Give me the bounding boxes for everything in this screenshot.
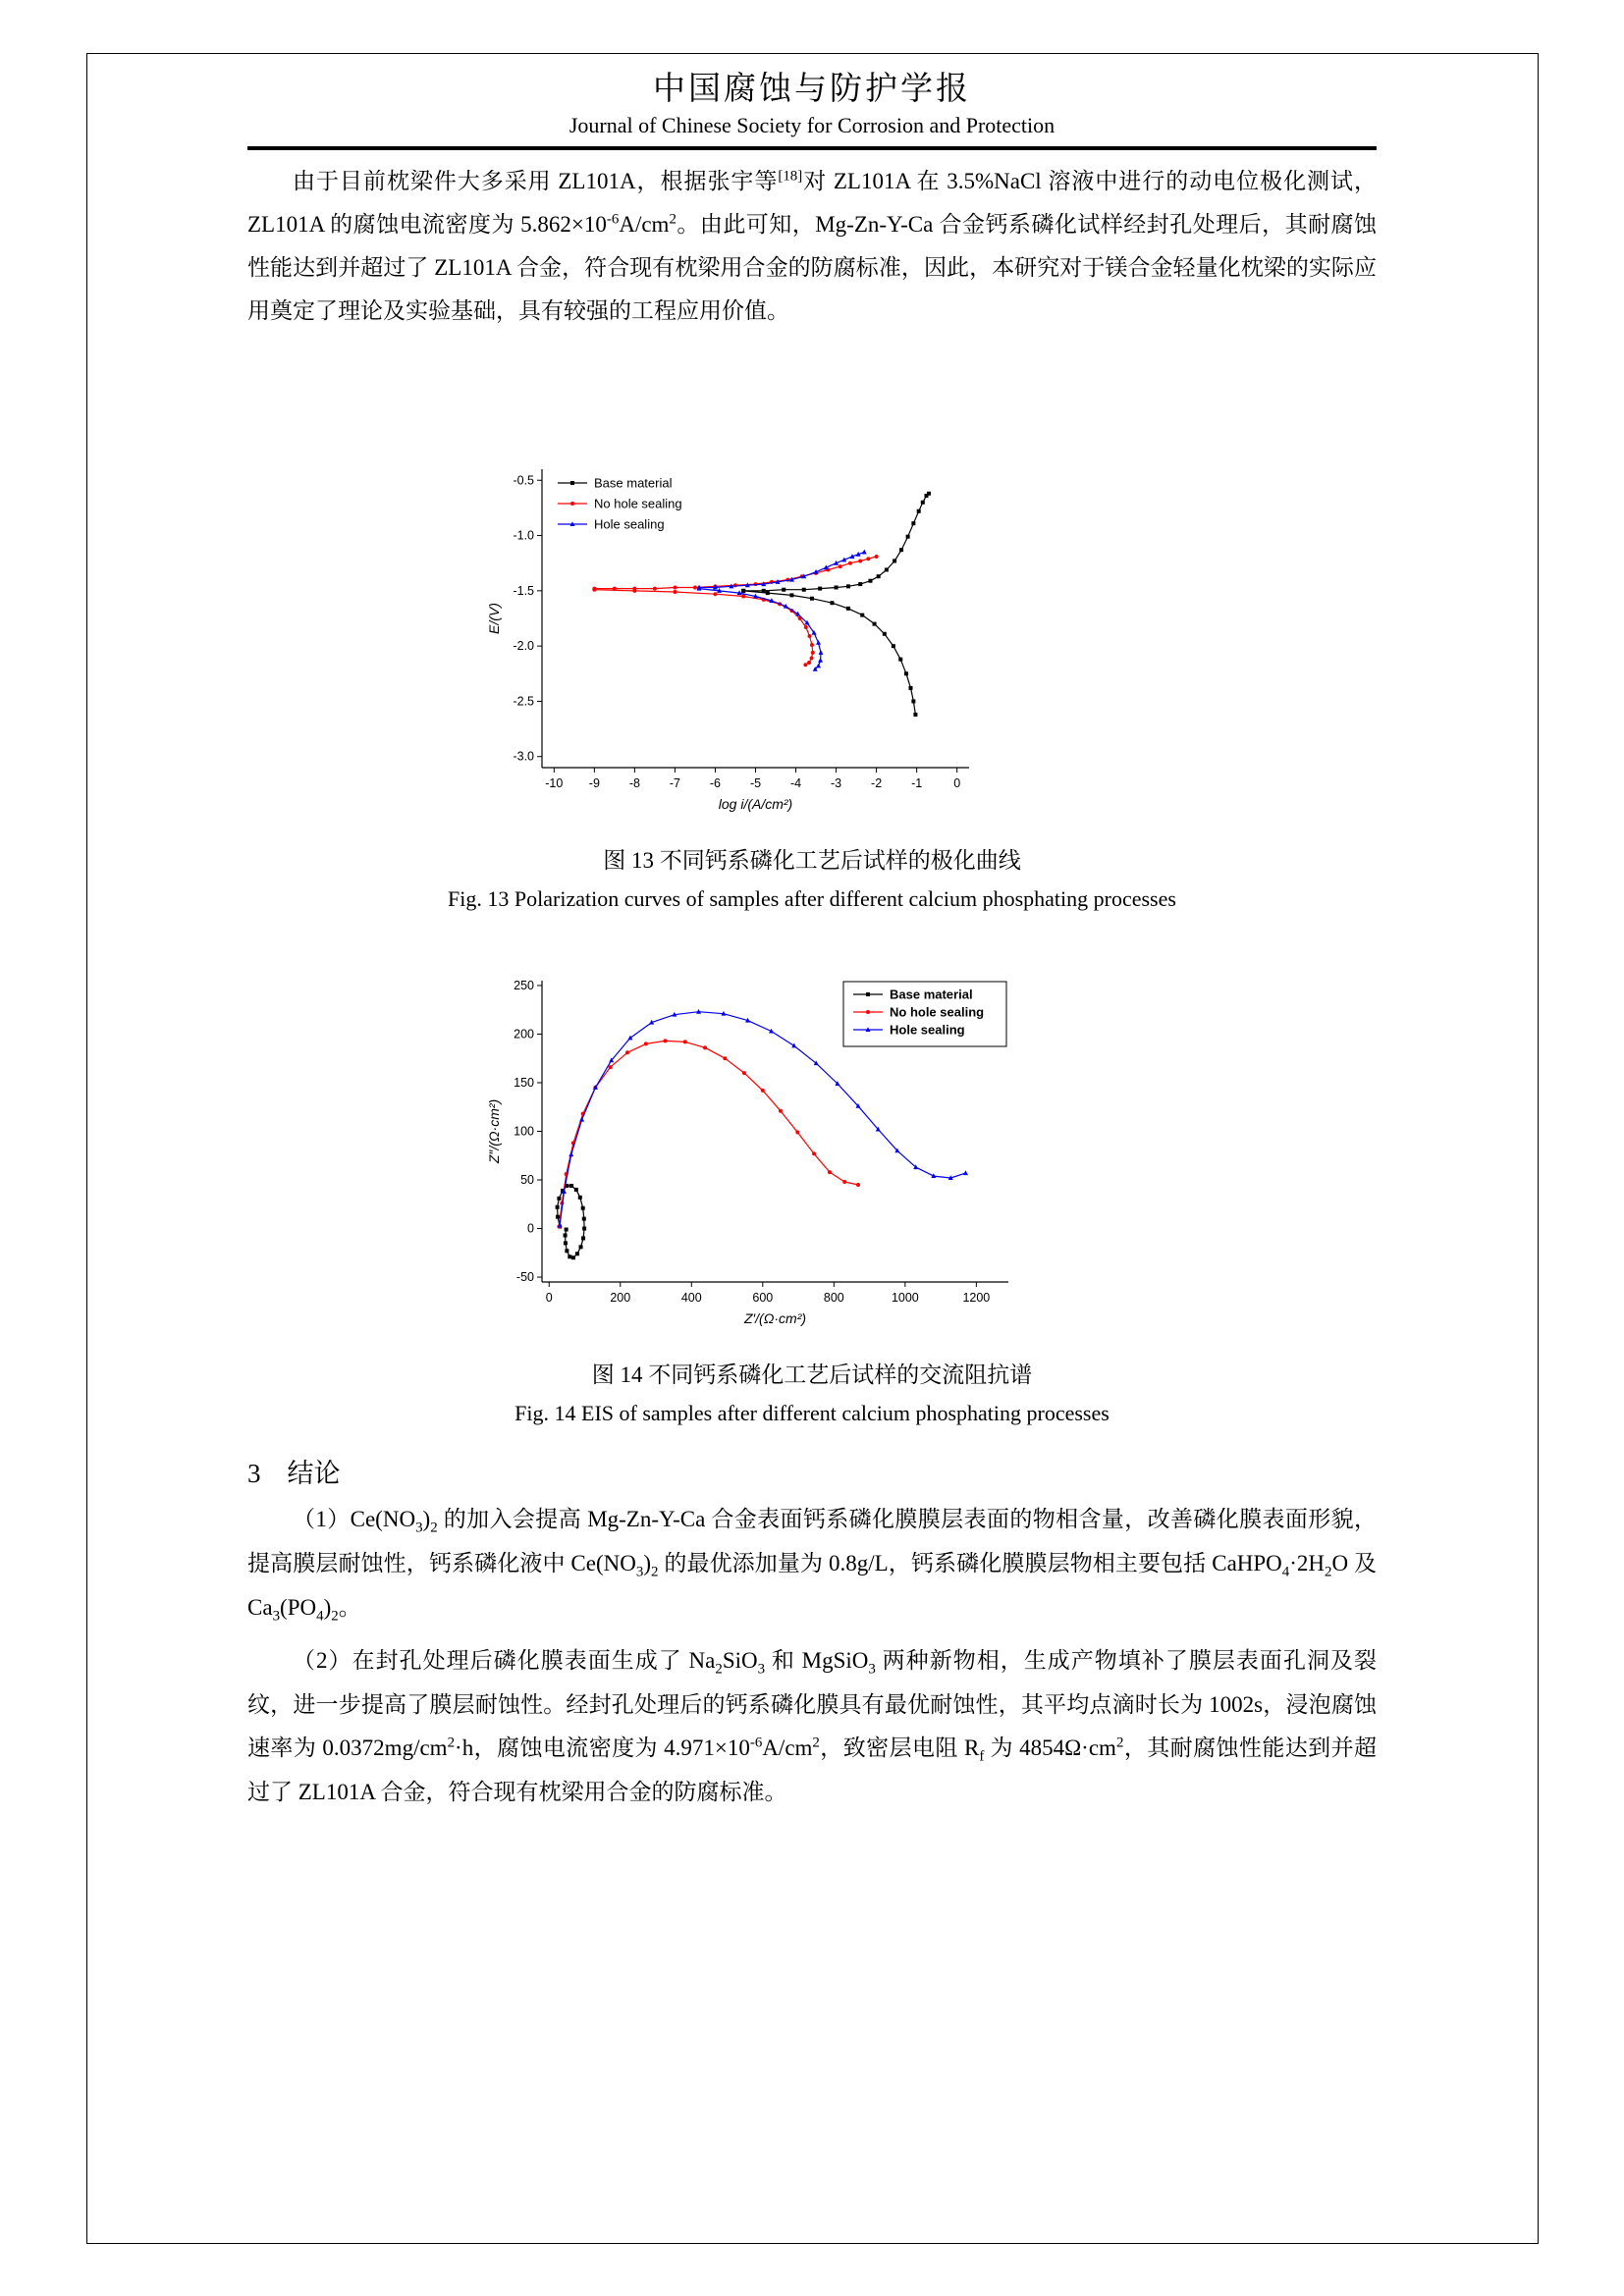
svg-text:Base material: Base material bbox=[890, 987, 973, 1002]
svg-text:400: 400 bbox=[680, 1290, 702, 1305]
journal-title-zh: 中国腐蚀与防护学报 bbox=[653, 72, 971, 107]
svg-text:-3: -3 bbox=[831, 775, 842, 790]
journal-header bbox=[247, 63, 1377, 150]
svg-text:200: 200 bbox=[514, 1027, 534, 1041]
polarization-chart bbox=[483, 452, 994, 817]
svg-text:Z′/(Ω·cm²): Z′/(Ω·cm²) bbox=[743, 1309, 807, 1326]
svg-text:50: 50 bbox=[520, 1172, 534, 1187]
svg-text:Z″/(Ω·cm²): Z″/(Ω·cm²) bbox=[486, 1098, 502, 1163]
svg-text:-2: -2 bbox=[871, 775, 883, 790]
svg-text:-10: -10 bbox=[545, 775, 564, 790]
svg-text:0: 0 bbox=[953, 775, 961, 790]
intro-paragraph: 由于目前枕梁件大多采用 ZL101A，根据张宇等[18]对 ZL101A 在 3.5%NaCl 溶液中进行的动电位极化测试，ZL101A 的腐蚀电流密度为 $5.862\times 10^{-6}A/cm^2$。由此可知，Mg-Zn-Y-Ca 合金钙系磷化试样经封孔处理后，其耐腐蚀性能达到并超过了 ZL101A 合金，符合现有枕梁用合金的防腐标准，因此，本研究对于镁合金轻量化枕梁的实际应用奠定了理论及实验基础，具有较强的工程应用价值。 bbox=[247, 168, 1377, 324]
svg-text:No hole sealing: No hole sealing bbox=[594, 496, 682, 511]
svg-text:-9: -9 bbox=[588, 775, 600, 790]
conclusion-item-2: （2）在封孔处理后磷化膜表面生成了 $Na_2SiO_3$ 和 MgSiO$_3$ 两种新物相，生成产物填补了膜层表面孔洞及裂纹，进一步提高了膜层耐蚀性。经封孔处理后的钙系磷化膜具有最优耐蚀性，其平均点滴时长为 1002s，浸泡腐蚀速率为 $0.0372mg/cm^2\cdot h$，腐蚀电流密度为 $4.971\times 10^{-6}A/cm^2$，致密层电阻 $R_f$ 为 $4854\Omega\cdot cm^2$，其耐腐蚀性能达到并超过了 ZL101A 合金，符合现有枕梁用合金的防腐标准。 bbox=[247, 1647, 1378, 1805]
svg-text:1000: 1000 bbox=[891, 1290, 919, 1305]
svg-text:100: 100 bbox=[514, 1124, 534, 1139]
eis-chart bbox=[483, 963, 1033, 1331]
figure-14 bbox=[483, 963, 1377, 1331]
svg-text:Base material: Base material bbox=[594, 475, 673, 491]
figure-13-caption-en: Fig. 13 Polarization curves of samples after different calcium phosphating processes bbox=[448, 885, 1176, 911]
svg-text:200: 200 bbox=[610, 1290, 631, 1305]
svg-text:-2.5: -2.5 bbox=[513, 694, 534, 709]
svg-text:-1.0: -1.0 bbox=[513, 528, 534, 543]
svg-text:No hole sealing: No hole sealing bbox=[890, 1004, 985, 1020]
figure-13-caption-zh: 图 13 不同钙系磷化工艺后试样的极化曲线 bbox=[603, 847, 1021, 873]
svg-text:Hole sealing: Hole sealing bbox=[890, 1022, 965, 1038]
svg-text:-6: -6 bbox=[709, 775, 722, 790]
page-content bbox=[247, 63, 1377, 1814]
svg-text:-4: -4 bbox=[789, 775, 802, 790]
svg-text:800: 800 bbox=[823, 1290, 844, 1305]
header-rule bbox=[247, 146, 1377, 150]
svg-text:-7: -7 bbox=[669, 775, 680, 790]
conclusion-heading: 3 结论 bbox=[247, 1458, 341, 1488]
svg-text:-2.0: -2.0 bbox=[513, 638, 534, 653]
svg-text:-0.5: -0.5 bbox=[513, 472, 534, 487]
conclusion-item-1: $(1)Ce(NO_3)_2$ 的加入会提高 Mg-Zn-Y-Ca 合金表面钙系磷化膜膜层表面的物相含量，改善磷化膜表面形貌，提高膜层耐蚀性，钙系磷化液中 $Ce(NO_3)_2$ 的最优添加量为 0.8g/L，钙系磷化膜膜层物相主要包括 $CaHPO_4\cdot 2H_2O$ 及 $Ca_3(PO_4)_2$。 bbox=[247, 1506, 1377, 1625]
svg-text:0: 0 bbox=[545, 1290, 553, 1305]
svg-text:-1: -1 bbox=[911, 775, 923, 790]
svg-text:-5: -5 bbox=[749, 775, 762, 790]
svg-text:150: 150 bbox=[514, 1075, 534, 1090]
svg-text:-1.5: -1.5 bbox=[513, 583, 534, 598]
svg-text:250: 250 bbox=[514, 978, 534, 992]
svg-text:1200: 1200 bbox=[962, 1290, 991, 1305]
svg-text:600: 600 bbox=[752, 1290, 774, 1305]
figure-14-caption-en: Fig. 14 EIS of samples after different calcium phosphating processes bbox=[514, 1400, 1110, 1425]
svg-text:Hole sealing: Hole sealing bbox=[594, 516, 665, 532]
svg-text:E/(V): E/(V) bbox=[486, 602, 502, 634]
svg-text:-8: -8 bbox=[628, 775, 640, 790]
svg-text:0: 0 bbox=[527, 1221, 534, 1236]
figure-13 bbox=[483, 452, 1377, 817]
svg-text:-3.0: -3.0 bbox=[513, 749, 534, 764]
svg-text:log i/(A/cm²): log i/(A/cm²) bbox=[718, 795, 793, 812]
svg-text:-50: -50 bbox=[515, 1269, 534, 1284]
figure-14-caption-zh: 图 14 不同钙系磷化工艺后试样的交流阻抗谱 bbox=[591, 1362, 1033, 1387]
journal-title-en: Journal of Chinese Society for Corrosion and Protection bbox=[568, 113, 1056, 137]
